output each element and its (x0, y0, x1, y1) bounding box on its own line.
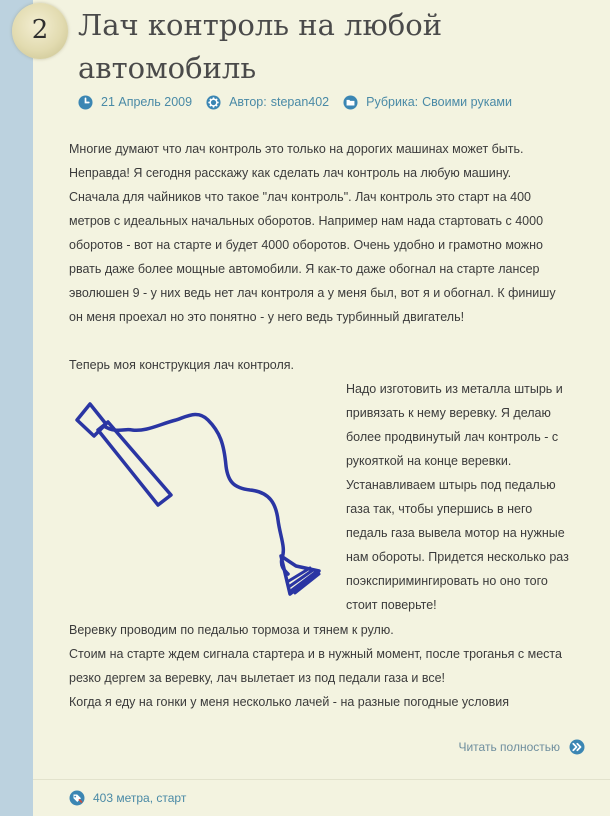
text-line: рвать даже более мощные автомобили. Я как-то даже обогнал на старте лансер (69, 262, 540, 276)
post-tags (69, 790, 186, 806)
read-more-link[interactable] (458, 739, 585, 755)
text-line: Устанавливаем штырь под педалью (346, 478, 556, 492)
post-number: 2 (31, 15, 49, 45)
text-line: поэкспиримингировать но оно того (346, 574, 548, 588)
text-line: Стоим на старте ждем сигнала стартера и в нужный момент, после троганья с места (69, 647, 562, 661)
post-author-label: Автор: (229, 95, 267, 109)
drawing-handle-grip (287, 568, 319, 593)
tag-icon (69, 790, 85, 806)
text-line: привязать к нему веревку. Я делаю (346, 406, 551, 420)
post-category-label: Рубрика: (366, 95, 419, 109)
text-line: он меня проехал но это понятно - у него ведь турбинный двигатель! (69, 310, 465, 324)
post-paragraph-2 (69, 353, 589, 377)
post-paragraph-3 (69, 618, 589, 714)
post-author-link[interactable]: stepan402 (270, 95, 330, 109)
text-line: Веревку проводим по педалью тормоза и тянем к рулю. (69, 623, 394, 637)
drawing-pin-rod (98, 422, 171, 505)
text-line: Сначала для чайников что такое "лач контроль". Лач контроль это старт на 400 (69, 190, 531, 204)
double-arrow-icon (569, 739, 585, 755)
text-line: Когда я еду на гонки у меня несколько лачей - на разные погодные условия (69, 695, 510, 709)
gear-icon (206, 95, 221, 110)
text-line: рукояткой на конце веревки. (346, 454, 512, 468)
folder-icon (343, 95, 358, 110)
text-line: резко дергем за веревку, лач вылетает из под педали газа и все! (69, 671, 446, 685)
text-line: педаль газа вывела мотор на нужные (346, 526, 565, 540)
post-author (206, 95, 329, 110)
post-date-text: 21 Апрель 2009 (101, 95, 193, 109)
text-line: метров с идеальных начальных оборотов. Например нам нада стартовать с 4000 (69, 214, 544, 228)
text-line: эволюшен 9 - у них ведь нет лач контроля а у меня был, вот я и обогнал. К финишу (69, 286, 556, 300)
drawing-rope (104, 415, 288, 574)
drawing-pin-head (77, 404, 106, 436)
post-divider (33, 779, 610, 780)
read-more-text: Читать полностью (458, 740, 560, 754)
text-line: газа так, чтобы упершись в него (346, 502, 533, 516)
text-line: более продвинутый лач контроль - с (346, 430, 559, 444)
post-date (78, 95, 192, 110)
text-line: Надо изготовить из металла штырь и (346, 382, 563, 396)
text-line: Теперь моя конструкция лач контроля. (69, 358, 294, 372)
post-paragraph-1 (69, 137, 589, 329)
text-line: Многие думают что лач контроль это только на дорогих машинах может быть. (69, 142, 524, 156)
post-number-badge (12, 3, 68, 59)
post-title[interactable]: Лач контроль на любой автомобиль (78, 8, 443, 85)
post-category (343, 95, 512, 110)
clock-icon (78, 95, 93, 110)
left-sidebar-strip (0, 0, 33, 816)
text-line: Неправда! Я сегодня расскажу как сделать лач контроль на любую машину. (69, 166, 512, 180)
text-line: оборотов - вот на старте и будет 4000 оборотов. Очень удобно и грамотно можно (69, 238, 543, 252)
post-meta (78, 92, 526, 112)
latch-control-drawing (70, 396, 330, 601)
text-line: нам обороты. Придется несколько раз (346, 550, 569, 564)
post-side-text (346, 377, 586, 617)
post-category-link[interactable]: Своими руками (422, 95, 512, 109)
post-tags-links[interactable]: 403 метра, старт (93, 791, 187, 805)
text-line: стоит поверьте! (346, 598, 437, 612)
